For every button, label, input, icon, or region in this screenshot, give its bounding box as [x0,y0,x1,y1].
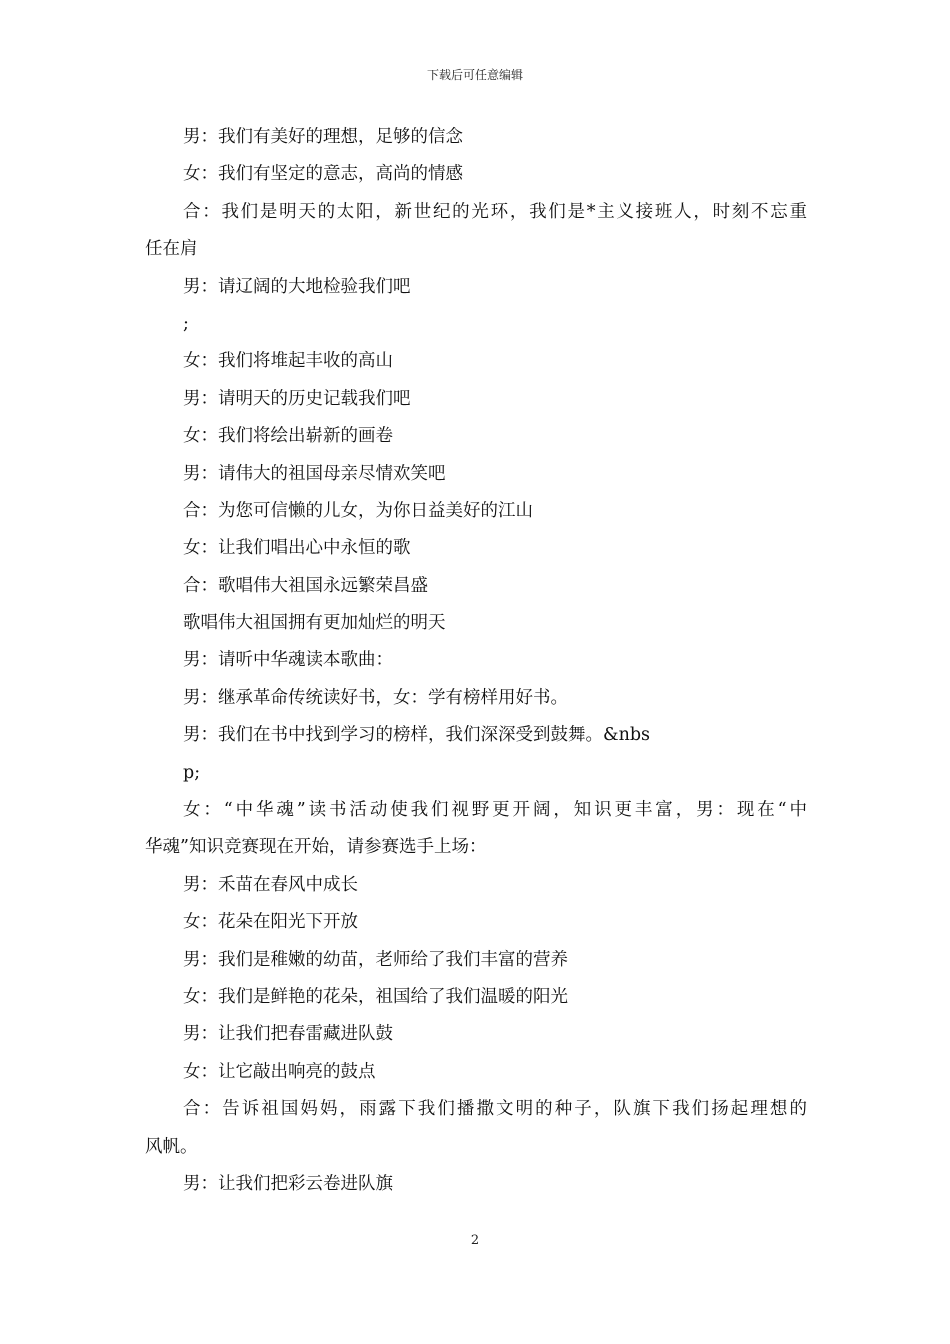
text-line: 男：让我们把彩云卷进队旗 [183,1173,393,1194]
text-line: 合：歌唱伟大祖国永远繁荣昌盛 [183,575,428,596]
text-line: 合：我们是明天的太阳，新世纪的光环，我们是*主义接班人，时刻不忘重 [183,201,807,222]
text-line: 女：我们有坚定的意志，高尚的情感 [183,164,463,185]
text-line: 男：让我们把春雷藏进队鼓 [183,1024,393,1045]
text-line: 女：我们将绘出崭新的画卷 [183,426,393,447]
text-line: 男：禾苗在春风中成长 [183,874,358,895]
text-line: 男：我们是稚嫩的幼苗，老师给了我们丰富的营养 [183,949,568,970]
text-line: 男：请辽阔的大地检验我们吧 [183,276,411,297]
page-header: 下载后可任意编辑 [426,68,523,82]
text-line: p; [183,762,201,783]
text-line: 合：告诉祖国妈妈，雨露下我们播撒文明的种子，队旗下我们扬起理想的 [183,1099,807,1120]
text-line: ; [183,313,189,334]
text-line: 女：我们是鲜艳的花朵，祖国给了我们温暖的阳光 [183,986,568,1007]
text-line: 任在肩 [145,239,198,260]
text-line: 男：请听中华魂读本歌曲： [183,650,393,671]
text-line: 男：我们在书中找到学习的榜样，我们深深受到鼓舞。&nbs [183,725,651,746]
text-line: 男：请伟大的祖国母亲尽情欢笑吧 [183,463,446,484]
document-body [145,119,807,1203]
text-line: 女：让它敲出响亮的鼓点 [183,1061,376,1082]
text-line: 女：我们将堆起丰收的高山 [183,351,393,372]
text-line: 风帆。 [145,1136,198,1157]
text-line: 歌唱伟大祖国拥有更加灿烂的明天 [183,613,446,634]
text-line: 女：让我们唱出心中永恒的歌 [183,538,411,559]
text-line: 女：花朵在阳光下开放 [183,912,358,933]
text-line: 华魂”知识竞赛现在开始，请参赛选手上场： [145,837,487,858]
text-line: 男：我们有美好的理想，足够的信念 [183,127,463,147]
page-number: 2 [470,1233,480,1248]
text-line: 男：继承革命传统读好书，女：学有榜样用好书。 [183,687,568,708]
text-line: 合：为您可信懒的儿女，为你日益美好的江山 [183,500,533,521]
text-line: 女：“中华魂”读书活动使我们视野更开阔，知识更丰富，男：现在“中 [183,800,807,821]
text-line: 男：请明天的历史记载我们吧 [183,388,411,409]
